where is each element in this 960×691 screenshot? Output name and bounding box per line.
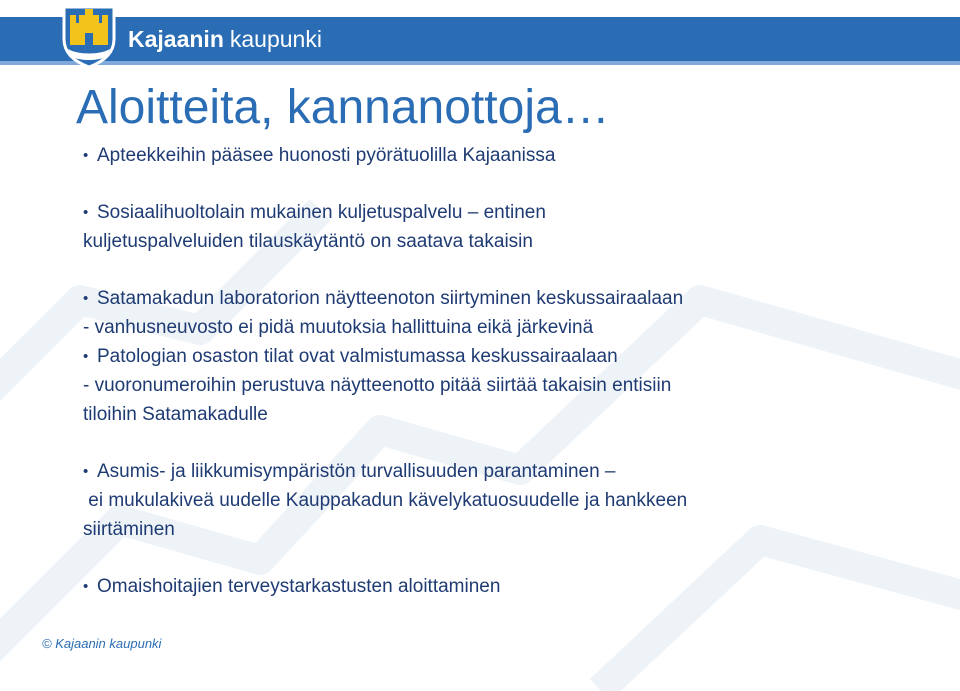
bullet-item [83, 141, 943, 170]
bullet-text-line: - vanhusneuvosto ei pidä muutoksia hallittuina eikä järkevinä [83, 317, 594, 338]
bullet-icon: • [83, 463, 89, 480]
bullet-icon: • [83, 204, 89, 221]
bullet-text-line: Satamakadun laboratorion näytteenoton siirtyminen keskussairaalaan [97, 288, 684, 309]
bullet-text-line: Omaishoitajien terveystarkastusten aloittaminen [97, 576, 501, 597]
city-crest-icon [60, 3, 118, 69]
brand-name-regular: kaupunki [229, 26, 322, 52]
bullet-item [83, 198, 943, 256]
bullet-icon: • [83, 578, 89, 595]
bullet-text-line: Sosiaalihuoltolain mukainen kuljetuspalvelu – entinen [97, 202, 546, 223]
bullet-text-line: tiloihin Satamakadulle [83, 404, 268, 425]
bullet-text-line: Apteekkeihin pääsee huonosti pyörätuolilla Kajaanissa [97, 145, 556, 166]
bullet-text-line: Patologian osaston tilat ovat valmistumassa keskussairaalaan [97, 346, 618, 367]
slide-content [83, 141, 943, 601]
footer-copyright: © Kajaanin kaupunki [42, 636, 162, 651]
bullet-icon: • [83, 147, 89, 164]
bullet-icon: • [83, 348, 89, 365]
bullet-item [83, 342, 943, 429]
bullet-text-line: - vuoronumeroihin perustuva näytteenotto pitää siirtää takaisin entisiin [83, 375, 672, 396]
bullet-item [83, 457, 943, 544]
bullet-text-line: ei mukulakiveä uudelle Kauppakadun kävelykatuosuudelle ja hankkeen [83, 490, 688, 511]
bullet-icon: • [83, 290, 89, 307]
bullet-text-line: siirtäminen [83, 519, 175, 540]
brand-logotype [128, 24, 322, 54]
brand-name-bold: Kajaanin [128, 26, 224, 52]
bullet-item [83, 284, 943, 342]
bullet-text-line: Asumis- ja liikkumisympäristön turvallisuuden parantaminen – [97, 461, 616, 482]
slide-title: Aloitteita, kannanottoja… [76, 81, 610, 134]
bullet-item [83, 572, 943, 601]
bullet-text-line: kuljetuspalveluiden tilauskäytäntö on saatava takaisin [83, 231, 533, 252]
